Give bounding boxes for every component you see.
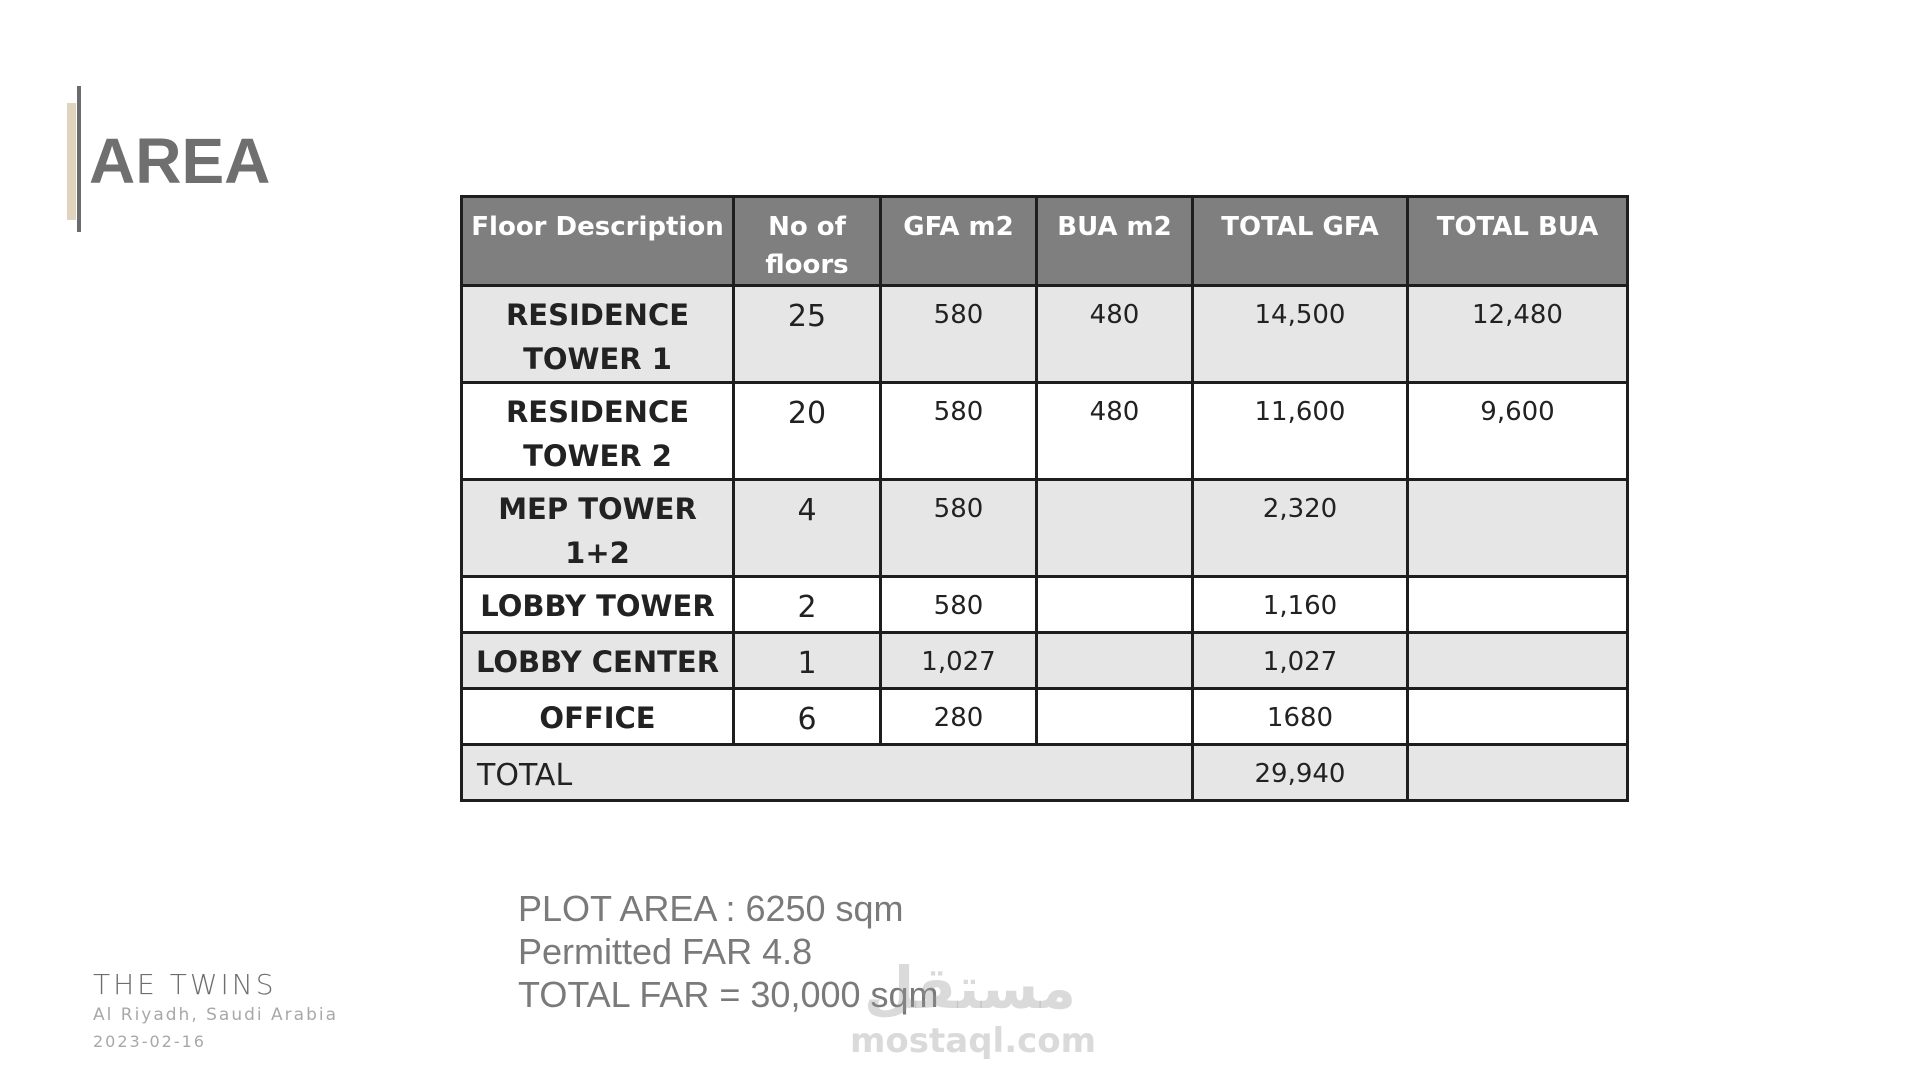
note-total-far: TOTAL FAR = 30,000 sqm (518, 974, 939, 1015)
table-row (462, 480, 1628, 577)
watermark-logo: مستقل (863, 954, 1077, 1022)
title-accent-bar (67, 103, 76, 220)
cell-total-bua (1408, 633, 1628, 689)
header-total-bua: TOTAL BUA (1408, 197, 1628, 286)
cell-total-gfa: 1680 (1193, 689, 1408, 745)
area-table (460, 195, 1629, 802)
cell-description: LOBBY CENTER (462, 633, 734, 689)
cell-gfa: 580 (881, 480, 1037, 577)
cell-total-bua (1408, 689, 1628, 745)
title-accent-line (77, 86, 81, 232)
cell-description: RESIDENCE TOWER 2 (462, 383, 734, 480)
cell-bua (1037, 480, 1193, 577)
page-title: AREA (89, 125, 271, 197)
table-total-row (462, 745, 1628, 801)
cell-grand-total-gfa: 29,940 (1193, 745, 1408, 801)
cell-bua (1037, 577, 1193, 633)
cell-total-bua (1408, 480, 1628, 577)
watermark (850, 954, 1097, 1061)
cell-floors: 6 (734, 689, 881, 745)
project-info (93, 968, 338, 1056)
table-row (462, 633, 1628, 689)
table-header-row (462, 197, 1628, 286)
watermark-text: mostaql.com (850, 1021, 1097, 1061)
cell-gfa: 1,027 (881, 633, 1037, 689)
cell-description: OFFICE (462, 689, 734, 745)
cell-bua (1037, 689, 1193, 745)
note-permitted-far: Permitted FAR 4.8 (518, 931, 813, 972)
cell-gfa: 580 (881, 577, 1037, 633)
table-row (462, 286, 1628, 383)
cell-total-gfa: 1,160 (1193, 577, 1408, 633)
cell-floors: 20 (734, 383, 881, 480)
header-bua: BUA m2 (1037, 197, 1193, 286)
cell-description: LOBBY TOWER (462, 577, 734, 633)
cell-floors: 25 (734, 286, 881, 383)
cell-total-bua: 9,600 (1408, 383, 1628, 480)
cell-gfa: 280 (881, 689, 1037, 745)
project-location: Al Riyadh, Saudi Arabia (93, 1005, 339, 1025)
cell-total-gfa: 1,027 (1193, 633, 1408, 689)
cell-bua (1037, 633, 1193, 689)
header-gfa: GFA m2 (881, 197, 1037, 286)
cell-total-gfa: 11,600 (1193, 383, 1408, 480)
cell-total-label: TOTAL (462, 745, 1193, 801)
cell-grand-total-bua (1408, 745, 1628, 801)
cell-gfa: 580 (881, 286, 1037, 383)
cell-floors: 1 (734, 633, 881, 689)
header-total-gfa: TOTAL GFA (1193, 197, 1408, 286)
cell-description: RESIDENCE TOWER 1 (462, 286, 734, 383)
note-plot-area: PLOT AREA : 6250 sqm (518, 888, 904, 929)
header-no-of-floors: No of floors (734, 197, 881, 286)
cell-bua: 480 (1037, 286, 1193, 383)
table-row (462, 689, 1628, 745)
table-row (462, 383, 1628, 480)
cell-bua: 480 (1037, 383, 1193, 480)
cell-floors: 2 (734, 577, 881, 633)
cell-total-bua: 12,480 (1408, 286, 1628, 383)
cell-gfa: 580 (881, 383, 1037, 480)
header-floor-description: Floor Description (462, 197, 734, 286)
project-name: THE TWINS (93, 968, 277, 1001)
cell-floors: 4 (734, 480, 881, 577)
project-date: 2023-02-16 (93, 1032, 206, 1051)
table-row (462, 577, 1628, 633)
cell-total-bua (1408, 577, 1628, 633)
cell-total-gfa: 2,320 (1193, 480, 1408, 577)
cell-total-gfa: 14,500 (1193, 286, 1408, 383)
cell-description: MEP TOWER 1+2 (462, 480, 734, 577)
